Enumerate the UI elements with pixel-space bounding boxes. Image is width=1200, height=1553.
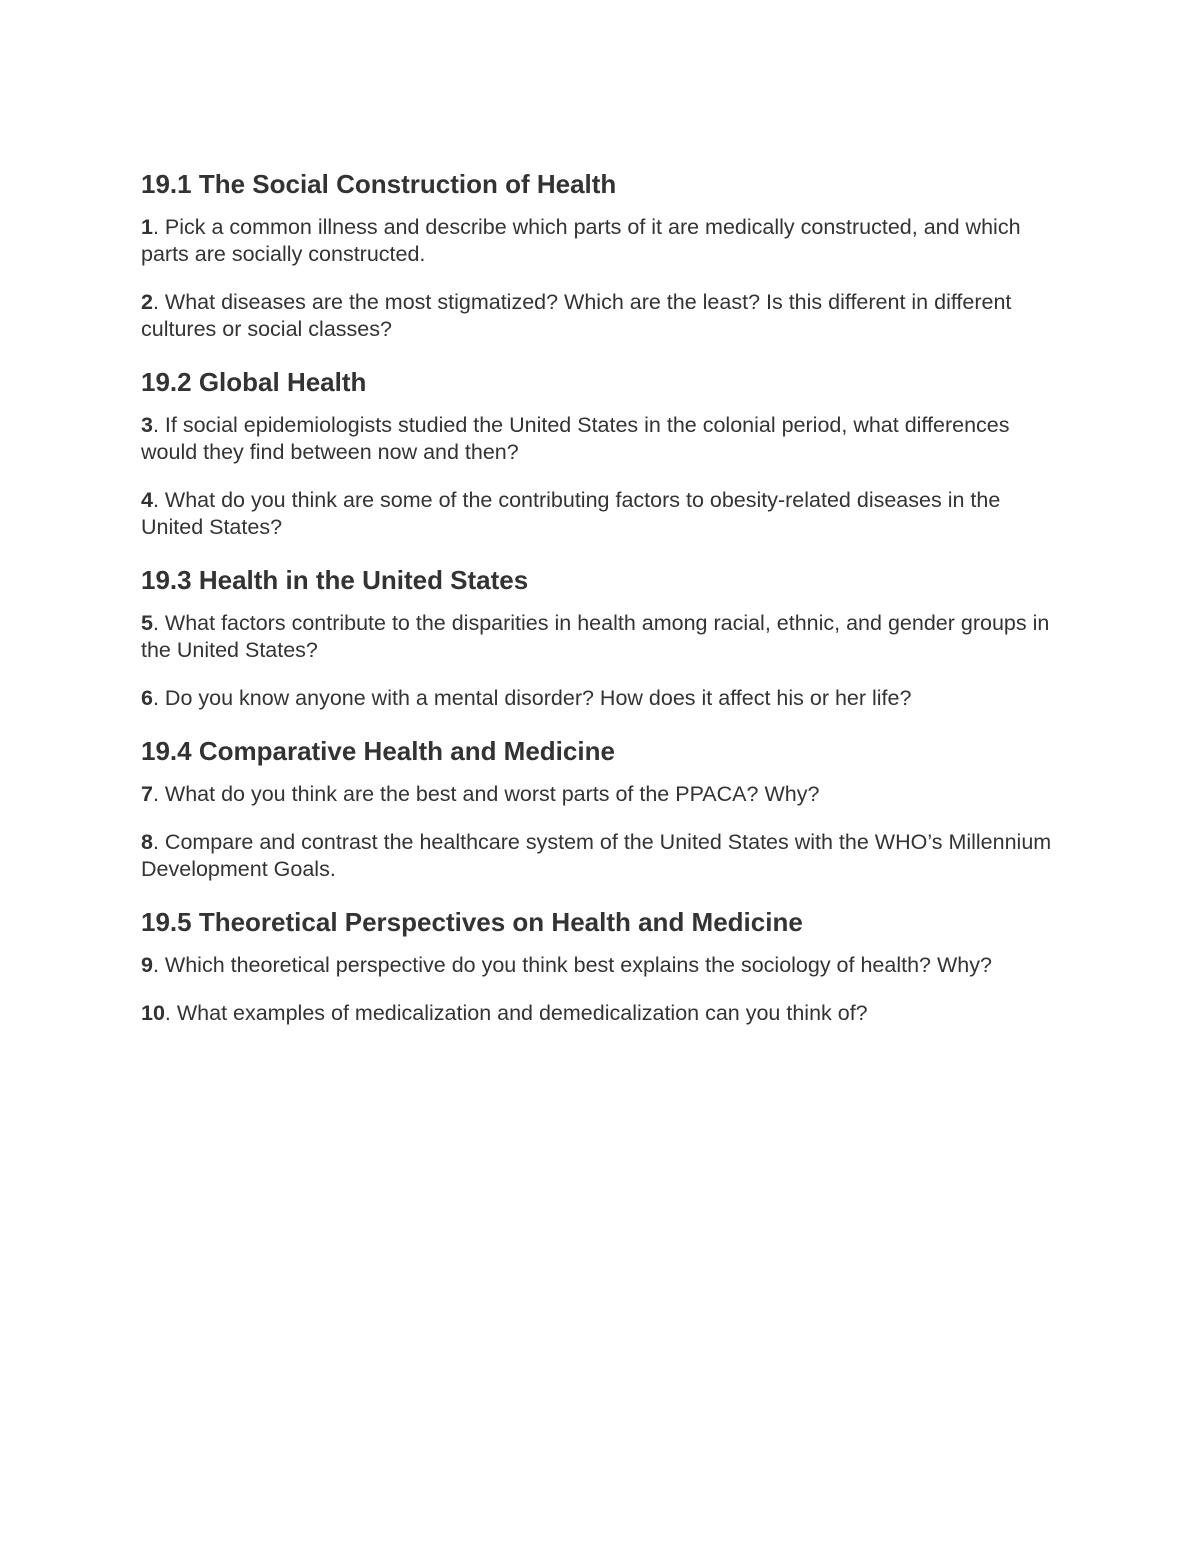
question-5 bbox=[141, 610, 1061, 664]
question-number: 4 bbox=[141, 488, 153, 512]
question-3 bbox=[141, 412, 1061, 466]
question-number: 5 bbox=[141, 611, 153, 635]
question-text: . If social epidemiologists studied the United States in the colonial period, what differences would they find between now and then? bbox=[141, 413, 1010, 464]
question-text: . Pick a common illness and describe which parts of it are medically constructed, and which parts are socially constructed. bbox=[141, 215, 1021, 266]
question-1 bbox=[141, 214, 1061, 268]
section-19-1 bbox=[141, 166, 1061, 343]
question-10 bbox=[141, 1000, 1061, 1027]
question-text: . Do you know anyone with a mental disorder? How does it affect his or her life? bbox=[152, 686, 912, 710]
section-19-3 bbox=[141, 562, 1061, 712]
document-page bbox=[141, 166, 1061, 1048]
question-number: 7 bbox=[141, 782, 153, 806]
question-number: 1 bbox=[141, 215, 153, 239]
question-text: . What examples of medicalization and demedicalization can you think of? bbox=[164, 1001, 868, 1025]
section-heading: 19.3 Health in the United States bbox=[141, 565, 529, 595]
section-heading: 19.5 Theoretical Perspectives on Health and Medicine bbox=[141, 907, 803, 937]
section-heading: 19.1 The Social Construction of Health bbox=[141, 169, 617, 199]
question-2 bbox=[141, 289, 1061, 343]
question-text: . Which theoretical perspective do you think best explains the sociology of health? Why? bbox=[152, 953, 992, 977]
question-7 bbox=[141, 781, 1061, 808]
section-19-2 bbox=[141, 364, 1061, 541]
question-number: 8 bbox=[141, 830, 153, 854]
question-text: . What diseases are the most stigmatized? Which are the least? Is this different in different cultures or social classes? bbox=[141, 290, 1012, 341]
section-19-5 bbox=[141, 904, 1061, 1027]
question-number: 3 bbox=[141, 413, 153, 437]
question-number: 2 bbox=[141, 290, 153, 314]
question-number: 6 bbox=[141, 686, 153, 710]
section-heading: 19.2 Global Health bbox=[141, 367, 367, 397]
question-text: . Compare and contrast the healthcare system of the United States with the WHO’s Millennium Development Goals. bbox=[141, 830, 1052, 881]
question-9 bbox=[141, 952, 1061, 979]
question-4 bbox=[141, 487, 1061, 541]
question-text: . What factors contribute to the disparities in health among racial, ethnic, and gender groups in the United States? bbox=[141, 611, 1050, 662]
question-8 bbox=[141, 829, 1061, 883]
section-heading: 19.4 Comparative Health and Medicine bbox=[141, 736, 615, 766]
question-text: . What do you think are some of the contributing factors to obesity-related diseases in the United States? bbox=[141, 488, 1001, 539]
question-number: 10 bbox=[141, 1001, 165, 1025]
question-6 bbox=[141, 685, 1061, 712]
section-19-4 bbox=[141, 733, 1061, 883]
question-number: 9 bbox=[141, 953, 153, 977]
question-text: . What do you think are the best and worst parts of the PPACA? Why? bbox=[152, 782, 820, 806]
